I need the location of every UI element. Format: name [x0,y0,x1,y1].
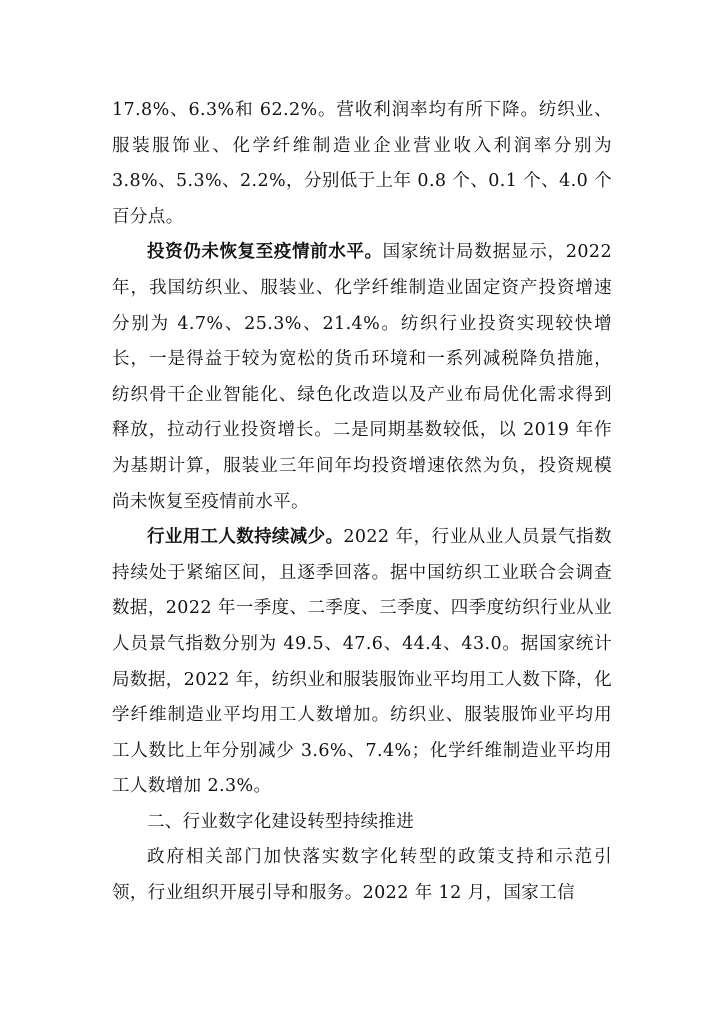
paragraph-lead: 投资仍未恢复至疫情前水平。 [147,242,383,263]
paragraph-text: 17.8%、6.3%和 62.2%。营收利润率均有所下降。纺织业、服装服饰业、化学纤维制造业企业营业收入利润率分别为 3.8%、5.3%、2.2%，分别低于上年 0.8 个、0.1 个、4.0 个百分点。 [112,100,612,227]
paragraph-investment [112,235,612,520]
paragraph-profit-margin [112,93,612,235]
paragraph-text: 政府相关部门加快落实数字化转型的政策支持和示范引领，行业组织开展引导和服务。2022 年 12 月，国家工信 [112,847,612,904]
section-heading: 二、行业数字化建设转型持续推进 [147,811,414,832]
paragraph-digital-transformation [112,840,612,911]
paragraph-lead: 行业用工人数持续减少。 [147,527,344,548]
paragraph-employment [112,520,612,805]
document-body [112,93,612,912]
paragraph-text: 国家统计局数据显示，2022 年，我国纺织业、服装业、化学纤维制造业固定资产投资增速分别为 4.7%、25.3%、21.4%。纺织行业投资实现较快增长，一是得益于较为宽松的货币环境和一系列减税降负措施，纺织骨干企业智能化、绿色化改造以及产业布局优化需求得到释放，拉动行业投资增长。二是同期基数较低，以 2019 年作为基期计算，服装业三年间年均投资增速依然为负，投资规模尚未恢复至疫情前水平。 [112,242,612,512]
paragraph-text: 2022 年，行业从业人员景气指数持续处于紧缩区间，且逐季回落。据中国纺织工业联合会调查数据，2022 年一季度、二季度、三季度、四季度纺织行业从业人员景气指数分别为 49.5、47.6、44.4、43.0。据国家统计局数据，2022 年，纺织业和服装服饰业平均用工人数下降，化学纤维制造业平均用工人数增加。纺织业、服装服饰业平均用工人数比上年分别减少 3.6%、7.4%；化学纤维制造业平均用工人数增加 2.3%。 [112,527,612,797]
